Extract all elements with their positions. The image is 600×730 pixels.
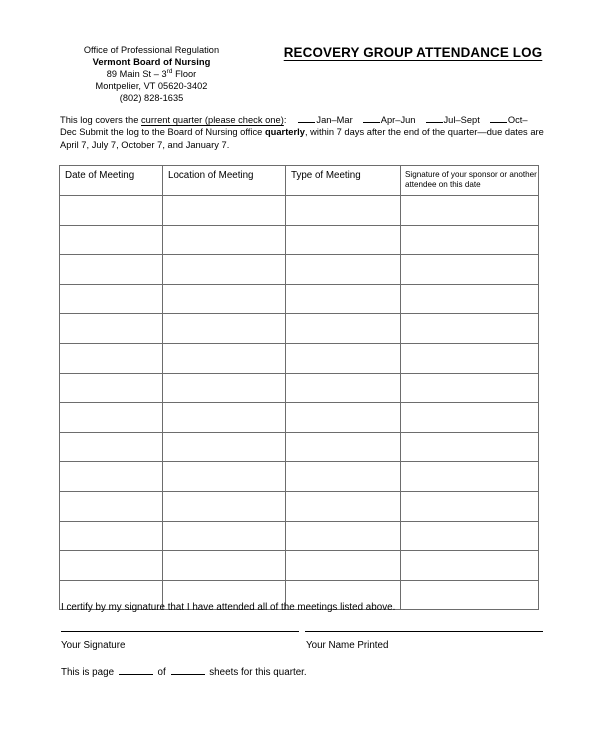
table-cell[interactable] — [286, 432, 401, 462]
table-cell[interactable] — [163, 225, 286, 255]
table-cell[interactable] — [401, 196, 539, 226]
table-cell[interactable] — [401, 551, 539, 581]
table-cell[interactable] — [401, 314, 539, 344]
table-row — [60, 521, 539, 551]
page-number-field[interactable] — [119, 666, 153, 675]
table-row — [60, 314, 539, 344]
table-cell[interactable] — [286, 343, 401, 373]
table-cell[interactable] — [163, 403, 286, 433]
attendance-log-table — [59, 165, 539, 610]
quarter-checkbox-oct-dec[interactable] — [490, 114, 507, 123]
table-row — [60, 255, 539, 285]
table-cell[interactable] — [163, 343, 286, 373]
table-cell[interactable] — [286, 196, 401, 226]
printed-name-label: Your Name Printed — [306, 640, 389, 651]
table-cell[interactable] — [60, 403, 163, 433]
agency-street-line — [44, 68, 259, 80]
table-cell[interactable] — [163, 196, 286, 226]
table-cell[interactable] — [163, 255, 286, 285]
table-cell[interactable] — [286, 521, 401, 551]
instructions-lead-text: This log covers the — [60, 115, 142, 125]
agency-street-ordinal: rd — [166, 68, 173, 76]
agency-address-block — [44, 44, 259, 104]
table-cell[interactable] — [286, 284, 401, 314]
printed-name-line-rule — [305, 631, 543, 632]
table-body — [60, 196, 539, 610]
table-cell[interactable] — [286, 255, 401, 285]
table-header-row — [60, 166, 539, 196]
table-cell[interactable] — [286, 551, 401, 581]
table-cell[interactable] — [60, 225, 163, 255]
table-row — [60, 432, 539, 462]
table-cell[interactable] — [401, 403, 539, 433]
signature-line-rule — [61, 631, 299, 632]
quarter-checkbox-jan-mar[interactable] — [298, 114, 315, 123]
table-cell[interactable] — [60, 432, 163, 462]
quarter-checkbox-apr-jun[interactable] — [363, 114, 380, 123]
table-row — [60, 373, 539, 403]
table-row — [60, 225, 539, 255]
column-header-location-of-meeting: Location of Meeting — [163, 166, 286, 196]
page-count-statement — [61, 666, 307, 678]
table-cell[interactable] — [401, 521, 539, 551]
table-cell[interactable] — [60, 284, 163, 314]
agency-board-line: Vermont Board of Nursing — [92, 56, 211, 68]
column-header-sponsor-signature: Signature of your sponsor or another attendee on this date — [401, 166, 539, 196]
certification-statement: I certify by my signature that I have attended all of the meetings listed above. — [61, 602, 396, 613]
table-row — [60, 196, 539, 226]
page-count-post-text: sheets for this quarter. — [206, 667, 307, 678]
table-cell[interactable] — [163, 462, 286, 492]
table-cell[interactable] — [60, 255, 163, 285]
signature-rules — [61, 631, 543, 632]
quarter-label-oct-dec: Oct–Dec — [60, 115, 528, 138]
table-cell[interactable] — [60, 551, 163, 581]
table-cell[interactable] — [163, 551, 286, 581]
page-count-mid-text: of — [154, 667, 169, 678]
table-cell[interactable] — [401, 491, 539, 521]
agency-office-line: Office of Professional Regulation — [83, 45, 220, 55]
quarter-label-apr-jun: Apr–Jun — [380, 115, 416, 125]
table-row — [60, 551, 539, 581]
table-row — [60, 403, 539, 433]
table-cell[interactable] — [60, 373, 163, 403]
table-cell[interactable] — [401, 255, 539, 285]
table-cell[interactable] — [163, 432, 286, 462]
table-cell[interactable] — [60, 196, 163, 226]
table-cell[interactable] — [401, 284, 539, 314]
agency-street-prefix: 89 Main St – 3 — [106, 69, 167, 80]
quarter-checkbox-jul-sept[interactable] — [426, 114, 443, 123]
table-cell[interactable] — [163, 491, 286, 521]
instructions-paragraph — [60, 114, 544, 151]
table-cell[interactable] — [401, 580, 539, 610]
table-cell[interactable] — [401, 343, 539, 373]
table-cell[interactable] — [286, 373, 401, 403]
agency-city-state-zip-line: Montpelier, VT 05620-3402 — [95, 81, 208, 92]
table-cell[interactable] — [163, 373, 286, 403]
table-cell[interactable] — [163, 284, 286, 314]
instructions-colon: : — [283, 115, 287, 125]
table-cell[interactable] — [286, 462, 401, 492]
page-title: RECOVERY GROUP ATTENDANCE LOG — [283, 45, 543, 60]
signature-label: Your Signature — [61, 640, 126, 651]
table-cell[interactable] — [401, 462, 539, 492]
table-cell[interactable] — [60, 521, 163, 551]
agency-phone-line: (802) 828-1635 — [119, 93, 184, 104]
table-row — [60, 284, 539, 314]
column-header-type-of-meeting: Type of Meeting — [286, 166, 401, 196]
quarter-label-jan-mar: Jan–Mar — [316, 115, 353, 125]
table-cell[interactable] — [60, 314, 163, 344]
instructions-underlined-text: current quarter (please check one) — [141, 115, 284, 125]
table-cell[interactable] — [286, 225, 401, 255]
table-cell[interactable] — [60, 343, 163, 373]
table-cell[interactable] — [401, 432, 539, 462]
instructions-submit-pre: Submit the log to the Board of Nursing office — [79, 127, 265, 138]
table-cell[interactable] — [286, 314, 401, 344]
table-row — [60, 491, 539, 521]
instructions-submit-emphasis: quarterly — [264, 127, 305, 138]
total-sheets-field[interactable] — [171, 666, 205, 675]
table-cell[interactable] — [401, 225, 539, 255]
table-cell[interactable] — [163, 314, 286, 344]
table-cell[interactable] — [60, 462, 163, 492]
table-cell[interactable] — [163, 521, 286, 551]
table-row — [60, 462, 539, 492]
table-cell[interactable] — [286, 403, 401, 433]
quarter-label-jul-sept: Jul–Sept — [443, 115, 480, 125]
table-row — [60, 343, 539, 373]
page-count-pre-text: This is page — [61, 667, 117, 678]
table-cell[interactable] — [60, 491, 163, 521]
instructions-submit-post: , within 7 days after the end of the quarter—due dates are April 7, July 7, October 7, and January 7. — [60, 127, 544, 150]
table-cell[interactable] — [401, 373, 539, 403]
table-cell[interactable] — [286, 491, 401, 521]
agency-street-suffix: Floor — [172, 69, 197, 80]
column-header-date-of-meeting: Date of Meeting — [60, 166, 163, 196]
